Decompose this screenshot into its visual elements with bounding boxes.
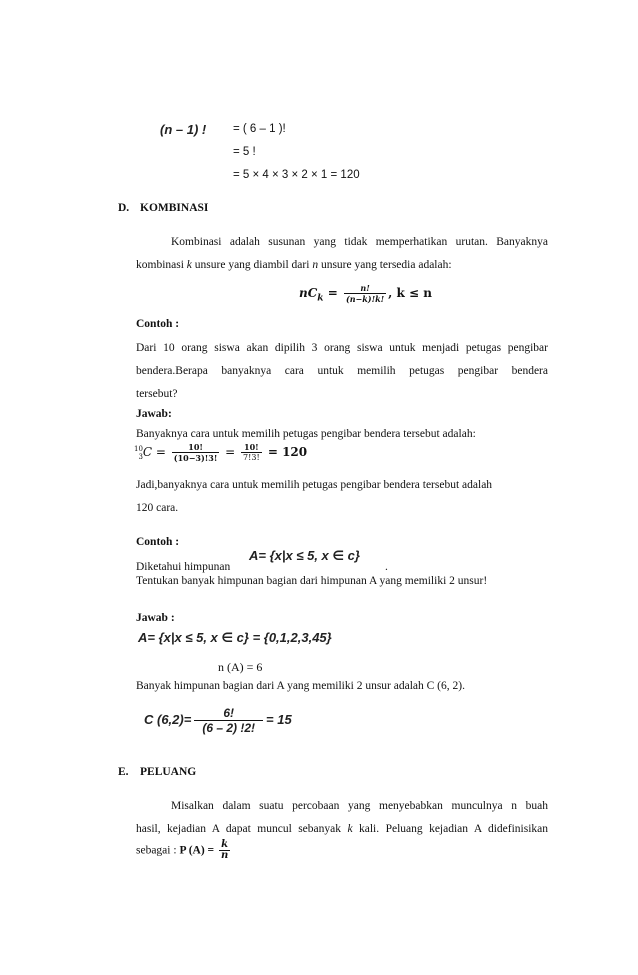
example-1-line-3: tersebut? xyxy=(136,388,178,400)
example-1-combination: 10 3 C = $\frac{10!}{(10-3)!3!}$ = $\frac{10!}{7!3!}$ = 120 xyxy=(134,442,308,463)
section-e-letter: E. xyxy=(118,766,129,778)
factorial-lhs: (n – 1) ! xyxy=(160,122,207,137)
section-d-title: KOMBINASI xyxy=(140,202,209,214)
section-e-para-line-3: sebagai : P (A) = $\frac{k}{n}$ xyxy=(136,839,229,861)
example-2-set-answer: A= {x|x ≤ 5, x ∈ c} = {0,1,2,3,45} xyxy=(138,630,332,645)
factorial-line-2: = 5 ! xyxy=(233,146,256,158)
section-d-para-line-1: Kombinasi adalah susunan yang tidak memperhatikan urutan. Banyaknya xyxy=(171,236,548,248)
example-2-dot: . xyxy=(385,561,388,573)
example-2-calculation: C (6,2)= $\frac{6!}{(6 - 2) !2!}$ = 15 xyxy=(144,706,292,735)
example-2-label: Contoh : xyxy=(136,536,180,548)
example-2-count-line: Banyak himpunan bagian dari A yang memiliki 2 unsur adalah C (6, 2). xyxy=(136,680,465,692)
example-2-answer-label: Jawab : xyxy=(136,612,175,624)
section-d-letter: D. xyxy=(118,202,130,214)
example-2-n-of-a: n (A) = 6 xyxy=(218,660,263,674)
example-1-answer-label: Jawab: xyxy=(136,408,172,420)
example-1-conclusion-2: 120 cara. xyxy=(136,502,179,514)
section-e-title: PELUANG xyxy=(140,766,197,778)
example-2-question: Tentukan banyak himpunan bagian dari himpunan A yang memiliki 2 unsur! xyxy=(136,575,488,587)
example-1-conclusion-1: Jadi,banyaknya cara untuk memilih petugas pengibar bendera tersebut adalah xyxy=(136,479,493,491)
example-1-line-2: bendera.Berapa banyaknya cara untuk memilih petugas pengibar bendera xyxy=(136,365,548,377)
factorial-line-3: = 5 × 4 × 3 × 2 × 1 = 120 xyxy=(233,169,360,181)
factorial-line-1: = ( 6 – 1 )! xyxy=(233,123,286,135)
example-1-answer-line: Banyaknya cara untuk memilih petugas pengibar bendera tersebut adalah: xyxy=(136,428,476,440)
section-e-para-line-2: hasil, kejadian A dapat muncul sebanyak k kali. Peluang kejadian A didefinisikan xyxy=(136,823,548,835)
example-2-set-definition: A= {x|x ≤ 5, x ∈ c} xyxy=(249,548,360,563)
section-d-para-line-2: kombinasi k unsure yang diambil dari n unsure yang tersedia adalah: xyxy=(136,259,452,271)
section-e-para-line-1: Misalkan dalam suatu percobaan yang menyebabkan munculnya n buah xyxy=(171,800,548,812)
example-1-label: Contoh : xyxy=(136,318,180,330)
example-1-line-1: Dari 10 orang siswa akan dipilih 3 orang siswa untuk menjadi petugas pengibar xyxy=(136,342,548,354)
combination-formula: $nC_k$ = $\frac{n!}{(n-k)!k!}$ , k ≤ n xyxy=(299,283,432,304)
example-2-known: Diketahui himpunan xyxy=(136,561,231,573)
